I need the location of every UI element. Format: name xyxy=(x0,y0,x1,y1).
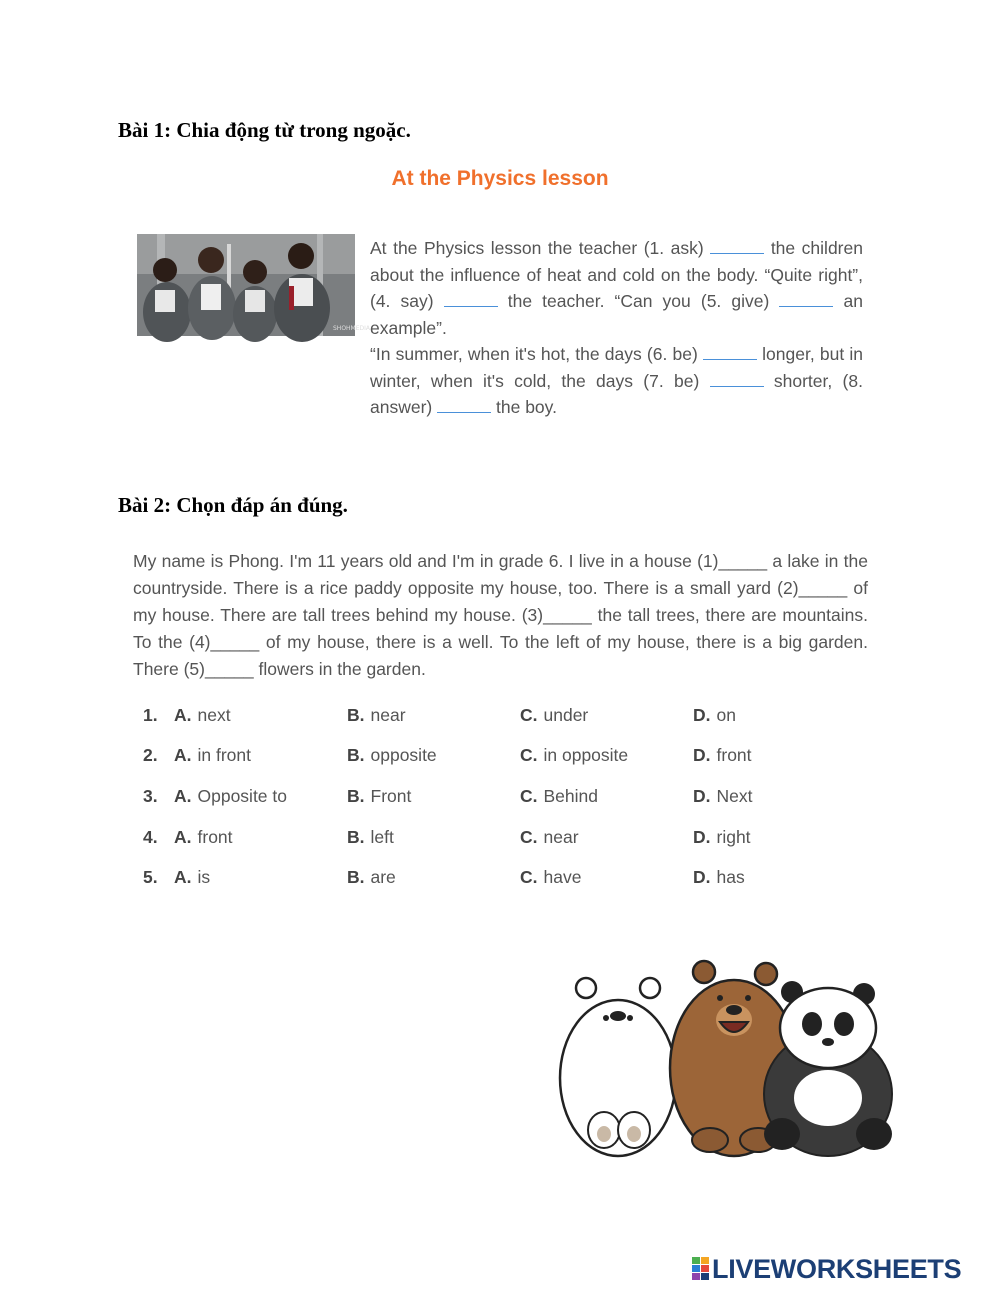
option-c[interactable]: C. under xyxy=(520,705,589,725)
option-a[interactable]: A. next xyxy=(174,705,231,725)
ex1-segment-4: the teacher. “Can you (5. give) xyxy=(507,291,770,311)
exercise-1-heading: Bài 1: Chia động từ trong ngoặc. xyxy=(118,118,411,142)
option-d[interactable]: D. on xyxy=(693,705,736,725)
ex1-segment-6: “In summer, when it's hot, the days (6. be) xyxy=(370,344,698,364)
ex1-segment-7: longer, but in winter, when it's cold, the days (7. be) xyxy=(370,344,863,391)
lesson-title: At the Physics lesson xyxy=(391,167,609,190)
blank-4[interactable] xyxy=(444,290,498,307)
option-a[interactable]: A. is xyxy=(174,867,211,887)
option-c[interactable]: C. Behind xyxy=(520,786,598,806)
blank-5[interactable] xyxy=(779,290,833,307)
photo-watermark: SHOHMEDIA xyxy=(333,325,371,332)
question-number: 1. xyxy=(143,705,158,725)
blank-1[interactable] xyxy=(710,237,764,254)
blank-7[interactable] xyxy=(710,370,764,387)
ex1-segment-5: an example”. xyxy=(370,291,863,338)
option-d[interactable]: D. front xyxy=(693,745,752,765)
option-d[interactable]: D. right xyxy=(693,827,751,847)
question-number: 5. xyxy=(143,867,158,887)
ex1-segment-8: shorter, (8. answer) xyxy=(370,370,863,417)
ex1-segment-3: “Quite right”, (4. say) xyxy=(370,264,863,311)
question-number: 3. xyxy=(143,786,158,806)
option-b[interactable]: B. Front xyxy=(347,786,412,806)
option-c[interactable]: C. in opposite xyxy=(520,745,629,765)
ex1-segment-9: the boy. xyxy=(496,397,557,417)
option-a[interactable]: A. Opposite to xyxy=(174,786,287,806)
option-b[interactable]: B. left xyxy=(347,827,394,847)
exercise-2-heading: Bài 2: Chọn đáp án đúng. xyxy=(118,493,348,517)
liveworksheets-logo[interactable] xyxy=(692,1254,961,1284)
question-number: 2. xyxy=(143,745,158,765)
option-c[interactable]: C. have xyxy=(520,867,582,887)
ex1-segment-2: the children about the influence of heat and cold on the body. xyxy=(370,238,863,285)
exercise-1-paragraph xyxy=(370,235,863,421)
bears-illustration xyxy=(548,958,900,1158)
option-d[interactable]: D. Next xyxy=(693,786,753,806)
option-b[interactable]: B. near xyxy=(347,705,406,725)
panda-bear-icon xyxy=(764,981,892,1156)
option-b[interactable]: B. are xyxy=(347,867,396,887)
ex1-segment-1: At the Physics lesson the teacher (1. ask) xyxy=(370,238,704,258)
ice-bear-icon xyxy=(560,978,676,1156)
blank-8[interactable] xyxy=(437,396,491,413)
option-c[interactable]: C. near xyxy=(520,827,579,847)
classroom-photo xyxy=(137,234,371,336)
logo-text: LIVEWORKSHEETS xyxy=(712,1253,962,1284)
option-a[interactable]: A. front xyxy=(174,827,233,847)
exercise-2-passage: My name is Phong. I'm 11 years old and I'm in grade 6. I live in a house (1)_____ a lake in the countryside. There is a rice paddy opposite my house, too. There is a small yard (2)_____ of my house. There are tall trees behind my house. (3)_____ the tall trees, there are mountains. To the (4)_____ of my house, there is a well. To the left of my house, there is a big garden. There (5)_____ flowers in the garden. xyxy=(133,551,868,679)
liveworksheets-logo-icon xyxy=(692,1257,710,1281)
blank-6[interactable] xyxy=(703,343,757,360)
question-number: 4. xyxy=(143,827,158,847)
option-d[interactable]: D. has xyxy=(693,867,745,887)
option-b[interactable]: B. opposite xyxy=(347,745,437,765)
option-a[interactable]: A. in front xyxy=(174,745,251,765)
